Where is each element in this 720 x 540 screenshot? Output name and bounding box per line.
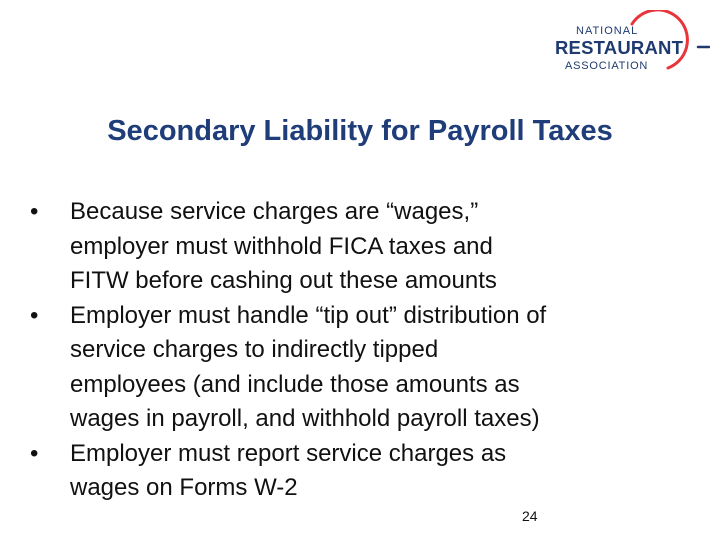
bullet-line: employees (and include those amounts as — [70, 370, 520, 398]
bullet-icon: • — [30, 439, 39, 467]
bullet-line: Employer must report service charges as — [70, 439, 507, 467]
logo-text-association: ASSOCIATION — [565, 60, 649, 72]
bullet-line: Because service charges are “wages,” — [70, 198, 479, 225]
bullet-line: Employer must handle “tip out” distribution of — [70, 301, 547, 329]
slide-title: Secondary Liability for Payroll Taxes — [107, 115, 613, 147]
bullet-line: wages on Forms W-2 — [70, 474, 298, 501]
page-number: 24 — [522, 508, 538, 524]
logo-text-national: NATIONAL — [576, 25, 639, 37]
bullet-icon: • — [30, 198, 39, 225]
bullet-line: FITW before cashing out these amounts — [70, 267, 497, 294]
bullet-line: employer must withhold FICA taxes and — [70, 232, 493, 260]
bullet-line: wages in payroll, and withhold payroll taxes) — [70, 405, 540, 432]
logo-text-restaurant: RESTAURANT — [555, 37, 684, 58]
bullet-item-forms-w2 — [30, 437, 710, 506]
bullet-line: service charges to indirectly tipped — [70, 336, 439, 363]
national-restaurant-association-logo — [548, 10, 710, 74]
bullet-list — [30, 195, 710, 506]
bullet-item-tip-out — [30, 299, 710, 437]
bullet-item-withhold-fica — [30, 195, 710, 299]
bullet-icon: • — [30, 301, 39, 329]
